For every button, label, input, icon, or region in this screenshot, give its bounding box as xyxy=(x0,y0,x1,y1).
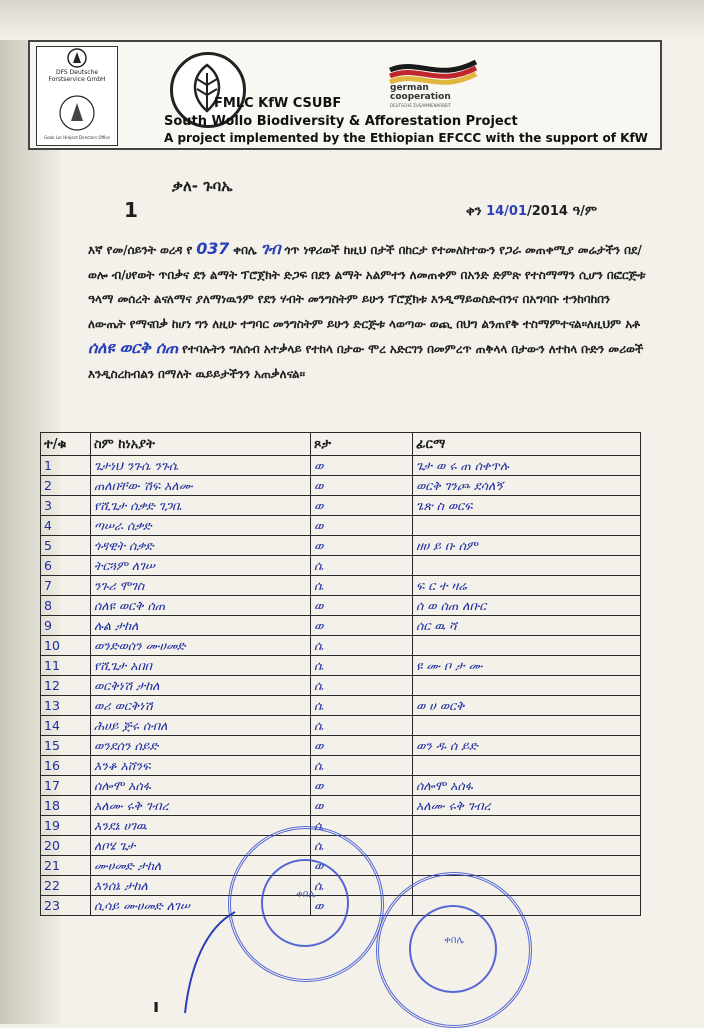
table-row xyxy=(41,476,641,496)
row-number: 9 xyxy=(41,616,91,636)
table-row xyxy=(41,456,641,476)
row-sex: ሴ xyxy=(311,876,413,896)
row-signature: ፍ ር ተ ዛሬ xyxy=(413,576,641,596)
stamp-inner-ring xyxy=(409,905,497,993)
row-number: 8 xyxy=(41,596,91,616)
got-name-handwritten: ገብ xyxy=(260,239,281,258)
table-row xyxy=(41,556,641,576)
row-signature: አለሙ ሩቅ ገብረ xyxy=(413,796,641,816)
handwritten-scribble xyxy=(180,908,250,1018)
kebele-number-handwritten: 037 xyxy=(196,239,230,258)
row-signature xyxy=(413,636,641,656)
row-sex: ሴ xyxy=(311,556,413,576)
table-row xyxy=(41,776,641,796)
row-name: የሺጌታ ሰቃድ ገጋቤ xyxy=(91,496,311,516)
dfs-logo-text: DFS Deutsche Forstservice GmbH xyxy=(48,69,106,83)
row-number: 16 xyxy=(41,756,91,776)
row-name: እንቆ አሸንፍ xyxy=(91,756,311,776)
row-number: 23 xyxy=(41,896,91,916)
row-sex: ወ xyxy=(311,856,413,876)
row-sex: ወ xyxy=(311,596,413,616)
row-number: 15 xyxy=(41,736,91,756)
row-signature: ወርቅ ገንጮ ደሳለኝ xyxy=(413,476,641,496)
row-signature xyxy=(413,716,641,736)
row-name: አለሙ ሩቅ ገብረ xyxy=(91,796,311,816)
row-sex: ወ xyxy=(311,536,413,556)
para-part-2: ቀበሌ xyxy=(233,243,257,257)
row-number: 7 xyxy=(41,576,91,596)
row-signature: ሰር ዉ ሻ xyxy=(413,616,641,636)
table-row xyxy=(41,656,641,676)
row-number: 3 xyxy=(41,496,91,516)
document-date xyxy=(466,204,597,219)
date-suffix: /2014 ዓ/ም xyxy=(527,204,598,219)
row-name: ሕሀይ ጅሩ ሰብለ xyxy=(91,716,311,736)
project-name: South Wollo Biodiversity & Afforestation Project xyxy=(164,114,518,129)
row-number: 4 xyxy=(41,516,91,536)
para-part-4: የተባሉትን ግለሰብ አተቃላይ የተከላ በታው ሞረ አድርገን በመምረጥ ጠቅላላ በታውን ለተከላ ቡድን መሪወች እንዲስረከብልን በማለት ዉይይታችንን አጠቃለናል፡፡ xyxy=(88,342,644,381)
row-number: 19 xyxy=(41,816,91,836)
german-cooperation-text: german cooperation xyxy=(390,83,451,102)
stamp-text: ቀበሌ xyxy=(444,935,464,946)
row-sex: ሴ xyxy=(311,696,413,716)
header-name: ስም ከነአያት xyxy=(91,433,311,456)
table-row xyxy=(41,796,641,816)
row-sex: ሴ xyxy=(311,676,413,696)
row-signature: ሰ ወ ሰጠ ለቡር xyxy=(413,596,641,616)
row-sex: ወ xyxy=(311,476,413,496)
row-name: ወንድወሰን ሙሀመድ xyxy=(91,636,311,656)
row-sex: ወ xyxy=(311,516,413,536)
table-row xyxy=(41,596,641,616)
row-signature: ዩ ሙ ቦ ታ ሙ xyxy=(413,656,641,676)
row-name: ጠለበቸው ሽፍ አለሙ xyxy=(91,476,311,496)
row-sex: ወ xyxy=(311,796,413,816)
row-number: 20 xyxy=(41,836,91,856)
table-row xyxy=(41,576,641,596)
stamp-text: ቀበሌ xyxy=(296,889,316,900)
row-name: ጣሠራ ሰቃድ xyxy=(91,516,311,536)
row-name: ሲሳይ ሙሀመድ ለገሠ xyxy=(91,896,311,916)
row-signature: ወ ሀ ወርቅ xyxy=(413,696,641,716)
row-sex: ሴ xyxy=(311,636,413,656)
table-row xyxy=(41,756,641,776)
row-signature: ጌጽ ስ ወርፍ xyxy=(413,496,641,516)
row-number: 10 xyxy=(41,636,91,656)
row-name: ሰለዩ ወርቅ ሰጠ xyxy=(91,596,311,616)
row-sex: ሴ xyxy=(311,836,413,856)
row-number: 2 xyxy=(41,476,91,496)
row-name: ሉል ታከለ xyxy=(91,616,311,636)
row-number: 17 xyxy=(41,776,91,796)
row-sex: ሴ xyxy=(311,756,413,776)
table-row xyxy=(41,676,641,696)
kebele-stamp-left xyxy=(228,826,384,982)
minutes-paragraph xyxy=(88,237,648,386)
row-sex: ሴ xyxy=(311,576,413,596)
row-signature xyxy=(413,676,641,696)
document-title: ቃለ- ጉባኤ xyxy=(172,177,233,195)
row-number: 11 xyxy=(41,656,91,676)
table-row xyxy=(41,716,641,736)
row-number: 1 xyxy=(41,456,91,476)
circular-seal-icon xyxy=(37,93,117,133)
footer-mark: ı xyxy=(153,996,160,1017)
german-cooperation-subtext: DEUTSCHE ZUSAMMENARBEIT xyxy=(390,103,451,108)
row-sex: ወ xyxy=(311,616,413,636)
row-name: ጎዳዊት ሰቃድ xyxy=(91,536,311,556)
para-part-3: ጎጥ ነዋሪወች ከዚህ በታች በከርታ የተመለከተውን የጋራ መጠቀሚያ መሬታችን በደ/ወሎ ብ/ሀየወት ጥበቃና ደን ልማት ፕሮጀክት ድጋፍ በደን ልማት አልምተን ለመጠቀም በአንድ ድምጽ የተስማማን ሲሆን በፎርጅቱ ዓላማ መሰረት ልናለማና ያለማነዉንም የደን ሃብት መንግስትም ይሁን ፕሮጀክቱ እንዲማይወስድብንና በአግባቡ ተንከባከበን ለውጤት የማናበቃ ከሆነ ግን ለዚሁ ተግባር መንግስትም ይሁን ድርጅቱ ላወጣው ወጪ በህግ ልንጠየቅ ተስማምተናል፡፡ለዚህም አቶ xyxy=(88,243,646,331)
row-number: 13 xyxy=(41,696,91,716)
dfs-tree-icon xyxy=(37,47,117,69)
page-mark: 1 xyxy=(124,198,138,222)
table-row xyxy=(41,696,641,716)
row-name: ለቦሄ ጌታ xyxy=(91,836,311,856)
row-number: 14 xyxy=(41,716,91,736)
row-name: ሰሎሞ አሰፋ xyxy=(91,776,311,796)
row-number: 12 xyxy=(41,676,91,696)
elected-person-handwritten: ሰለዩ ወርቅ ሰጠ xyxy=(88,338,179,357)
para-part-1: እኛ የመ/ሰይንት ወረዳ የ xyxy=(88,243,193,257)
kebele-stamp-right xyxy=(376,872,532,1028)
table-row xyxy=(41,616,641,636)
row-name: ወሪ ወርቅነሽ xyxy=(91,696,311,716)
row-signature xyxy=(413,836,641,856)
table-row xyxy=(41,536,641,556)
row-name: ወንደሰን ሰይድ xyxy=(91,736,311,756)
row-signature xyxy=(413,516,641,536)
row-signature: ወን ዱ ሰ ይድ xyxy=(413,736,641,756)
row-signature: ዘሀ ይ ቡ ሰም xyxy=(413,536,641,556)
row-sex: ሴ xyxy=(311,816,413,836)
row-signature: ሰሎሞ አሰፋ xyxy=(413,776,641,796)
row-number: 5 xyxy=(41,536,91,556)
row-sex: ወ xyxy=(311,736,413,756)
paper-shadow-top xyxy=(0,0,704,40)
row-sex: ወ xyxy=(311,776,413,796)
dfs-office-text: Godo Lor Hroject Directors Office xyxy=(43,135,111,140)
row-sex: ወ xyxy=(311,456,413,476)
row-name: ጌታነህ ንጉሴ ንጉሴ xyxy=(91,456,311,476)
header-signature: ፊርማ xyxy=(413,433,641,456)
date-handwritten: 14/01 xyxy=(486,204,528,219)
table-row xyxy=(41,516,641,536)
row-signature xyxy=(413,756,641,776)
row-name: እንደኔ ሀገዉ xyxy=(91,816,311,836)
row-number: 18 xyxy=(41,796,91,816)
stamp-inner-ring xyxy=(261,859,349,947)
table-row xyxy=(41,636,641,656)
row-sex: ወ xyxy=(311,896,413,916)
row-sex: ሴ xyxy=(311,716,413,736)
row-name: የሺጌታ አበበ xyxy=(91,656,311,676)
table-header-row xyxy=(41,433,641,456)
row-signature xyxy=(413,556,641,576)
row-number: 6 xyxy=(41,556,91,576)
dfs-logo xyxy=(36,46,118,146)
row-sex: ወ xyxy=(311,496,413,516)
row-number: 22 xyxy=(41,876,91,896)
row-name: ትርጓም ለገሠ xyxy=(91,556,311,576)
row-name: ሙሀመድ ታከለ xyxy=(91,856,311,876)
row-name: ወርቅነሽ ታከለ xyxy=(91,676,311,696)
header-sex: ጾታ xyxy=(311,433,413,456)
row-sex: ሴ xyxy=(311,656,413,676)
row-number: 21 xyxy=(41,856,91,876)
row-name: ንጉሪ ሞገስ xyxy=(91,576,311,596)
row-signature: ጌታ ወ ሩ ጠ ሰቀጥሉ xyxy=(413,456,641,476)
table-row xyxy=(41,736,641,756)
row-name: እንሰኔ ታከለ xyxy=(91,876,311,896)
project-acronyms: FMLC KfW CSUBF xyxy=(214,96,342,111)
date-prefix: ቀን xyxy=(466,204,482,219)
row-signature xyxy=(413,816,641,836)
table-row xyxy=(41,496,641,516)
header-number: ተ/ቁ xyxy=(41,433,91,456)
table-row xyxy=(41,816,641,836)
project-implementer: A project implemented by the Ethiopian EFCCC with the support of KfW xyxy=(164,131,648,145)
